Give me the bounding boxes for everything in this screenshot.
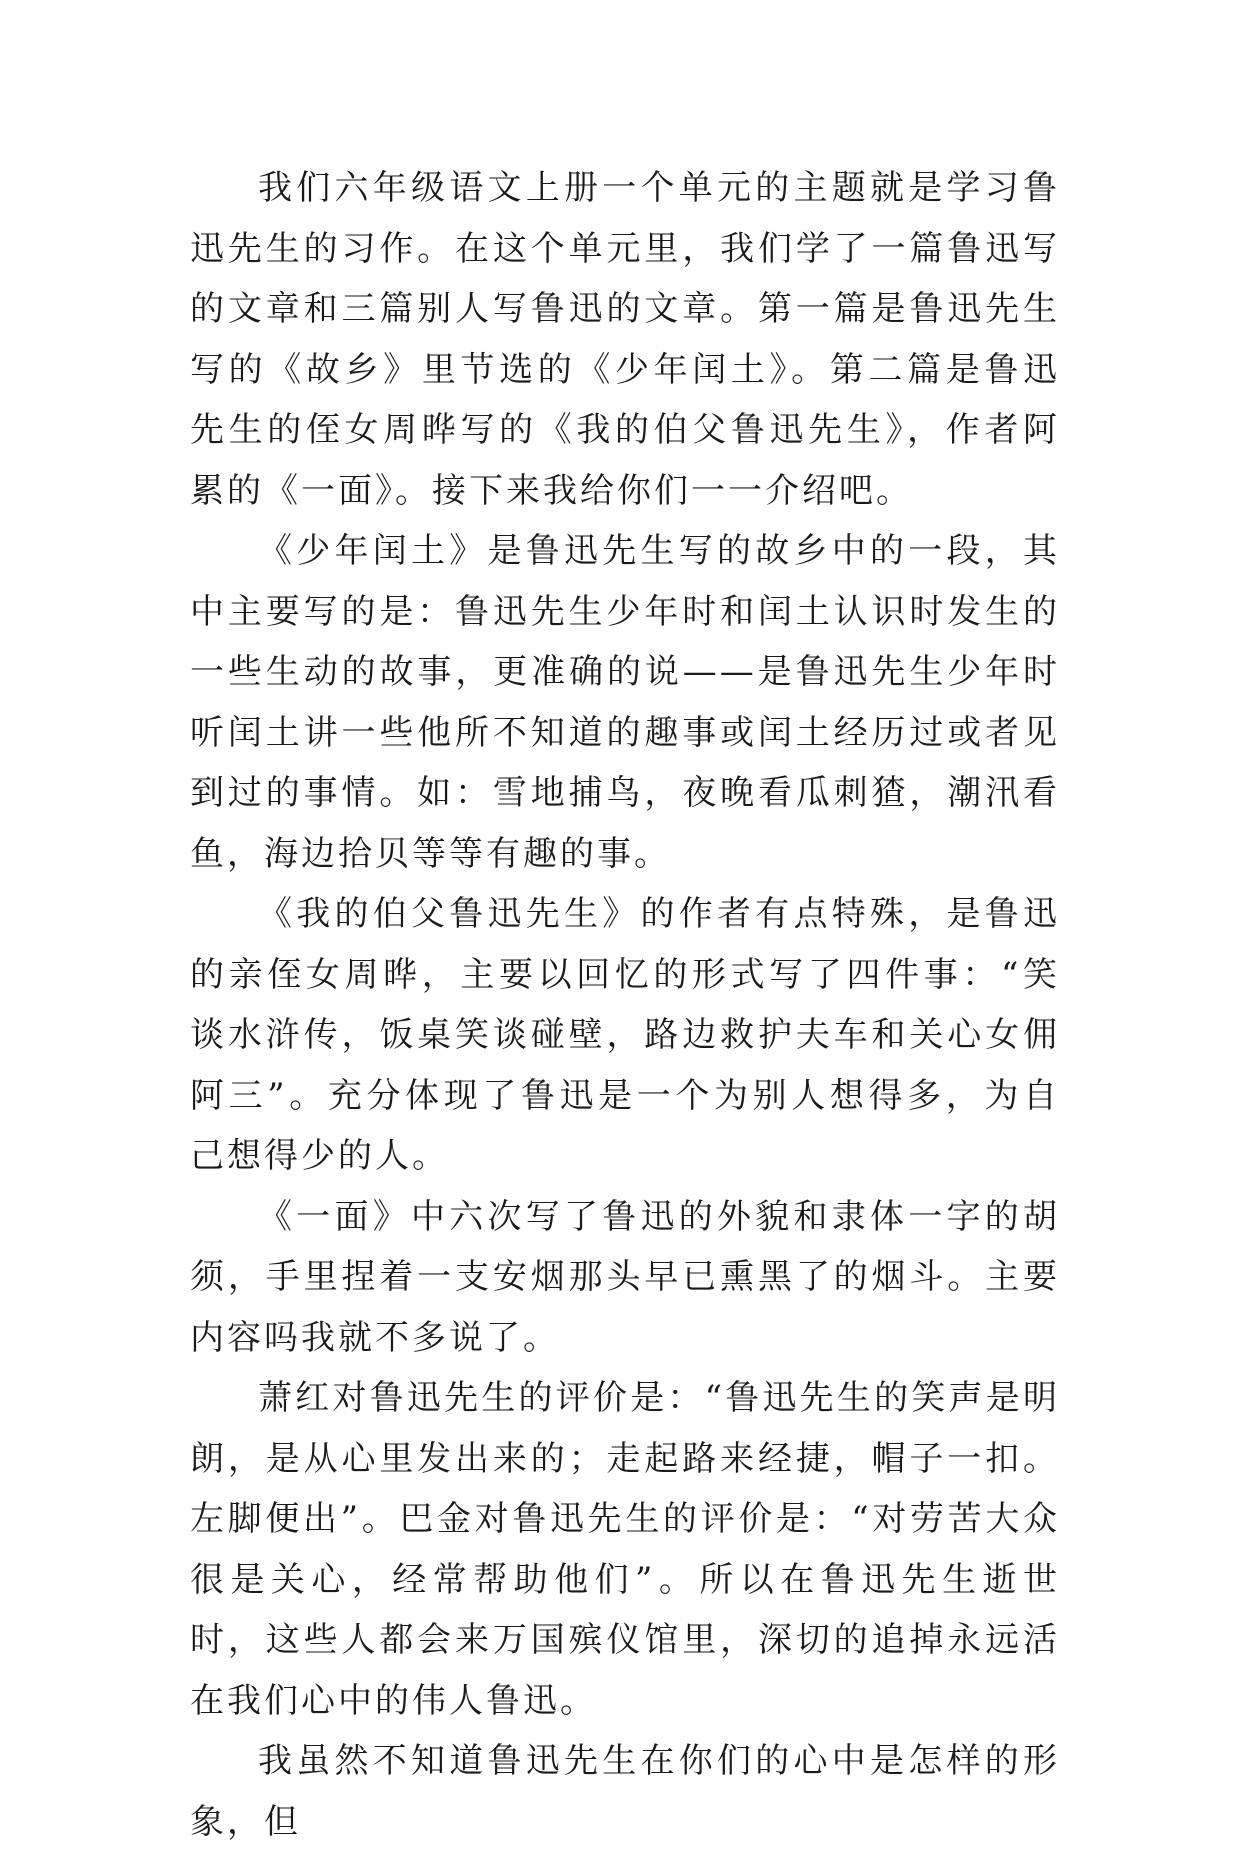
paragraph-4: 《一面》中六次写了鲁迅的外貌和隶体一字的胡须，手里捏着一支安烟那头早已熏黑了的烟斗。主要内容吗我就不多说了。 <box>190 1196 1060 1358</box>
paragraph-6: 我虽然不知道鲁迅先生在你们的心中是怎样的形象，但 <box>190 1741 1060 1842</box>
paragraph-5: 萧红对鲁迅先生的评价是：“鲁迅先生的笑声是明朗，是从心里发出来的；走起路来经捷，帽子一扣。左脚便出”。巴金对鲁迅先生的评价是：“对劳苦大众很是关心，经常帮助他们”。所以在鲁迅先生逝世时，这些人都会来万国殡仪馆里，深切的追掉永远活在我们心中的伟人鲁迅。 <box>190 1378 1060 1721</box>
document-body <box>190 158 1060 1852</box>
paragraph-1: 我们六年级语文上册一个单元的主题就是学习鲁迅先生的习作。在这个单元里，我们学了一篇鲁迅写的文章和三篇别人写鲁迅的文章。第一篇是鲁迅先生写的《故乡》里节选的《少年闰土》。第二篇是鲁迅先生的侄女周晔写的《我的伯父鲁迅先生》，作者阿累的《一面》。接下来我给你们一一介绍吧。 <box>190 168 1060 511</box>
paragraph-2: 《少年闰土》是鲁迅先生写的故乡中的一段，其中主要写的是：鲁迅先生少年时和闰土认识时发生的一些生动的故事，更准确的说——是鲁迅先生少年时听闰土讲一些他所不知道的趣事或闰土经历过或者见到过的事情。如：雪地捕鸟，夜晚看瓜刺猹，潮汛看鱼，海边拾贝等等有趣的事。 <box>190 531 1060 874</box>
paragraph-3: 《我的伯父鲁迅先生》的作者有点特殊，是鲁迅的亲侄女周晔，主要以回忆的形式写了四件事：“笑谈水浒传，饭桌笑谈碰壁，路边救护夫车和关心女佣阿三”。充分体现了鲁迅是一个为别人想得多，为自己想得少的人。 <box>190 894 1060 1176</box>
